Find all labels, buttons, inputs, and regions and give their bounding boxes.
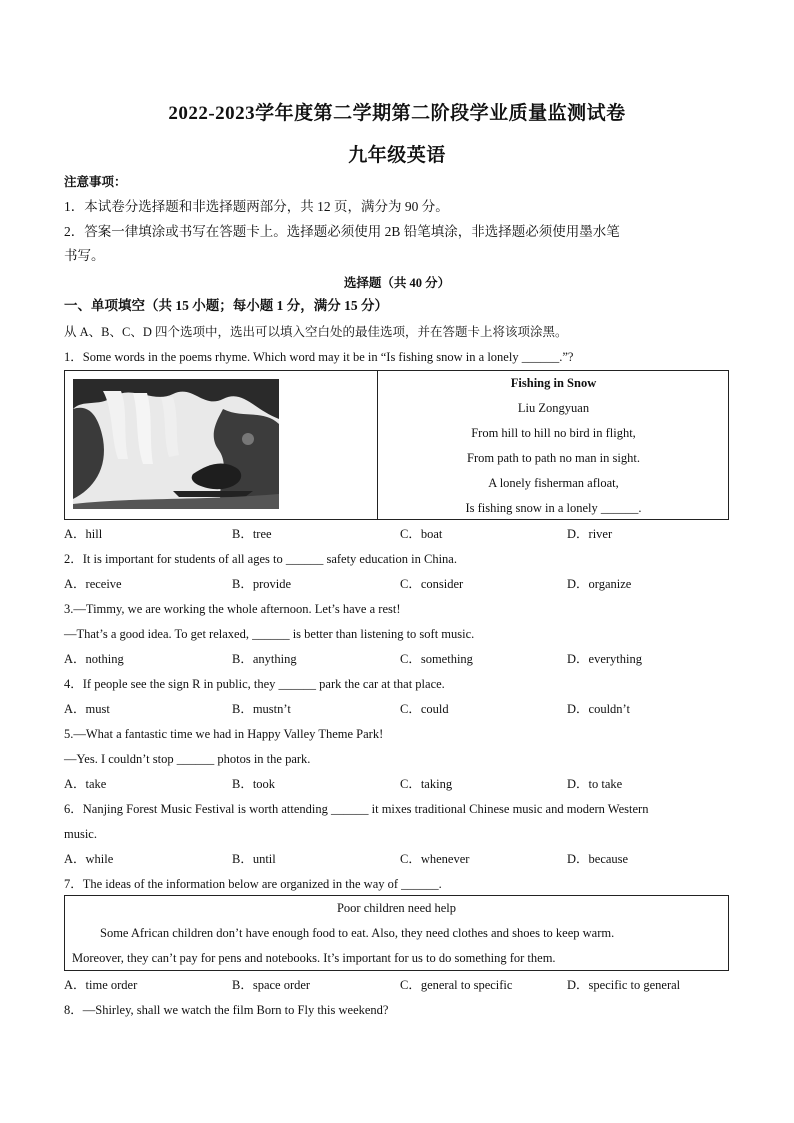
option-b[interactable]: B．until — [232, 852, 276, 866]
info-box-line: Moreover, they can’t pay for pens and notebooks. It’s important for us to do something for them. — [72, 951, 556, 965]
notes-item: 1．本试卷分选择题和非选择题两部分，共 12 页，满分为 90 分。 — [64, 199, 449, 214]
option-d[interactable]: D．specific to general — [567, 978, 681, 992]
poem-line: Is fishing snow in a lonely ______. — [465, 501, 642, 515]
part-instruction: 从 A、B、C、D 四个选项中，选出可以填入空白处的最佳选项，并在答题卡上将该项涂黑。 — [64, 325, 568, 339]
question-stem-5: 5.—What a fantastic time we had in Happy Valley Theme Park! — [64, 727, 384, 741]
section-title: 选择题（共 40 分） — [343, 276, 451, 290]
notes-item: 书写。 — [64, 248, 105, 263]
info-box — [64, 895, 729, 971]
info-box-line: Some African children don’t have enough food to eat. Also, they need clothes and shoes to keep warm. — [100, 926, 615, 940]
poem-table — [64, 370, 729, 520]
option-c[interactable]: C．boat — [400, 527, 443, 541]
option-b[interactable]: B．tree — [232, 527, 272, 541]
option-a[interactable]: A．must — [64, 702, 110, 716]
option-b[interactable]: B．space order — [232, 978, 311, 992]
question-stem-8: 8．—Shirley, shall we watch the film Born to Fly this weekend? — [64, 1003, 389, 1017]
question-stem-6-line2: music. — [64, 827, 97, 841]
question-stem-7: 7．The ideas of the information below are organized in the way of ______. — [64, 877, 442, 891]
info-box-title: Poor children need help — [336, 901, 457, 915]
exam-title: 2022-2023学年度第二学期第二阶段学业质量监测试卷 — [168, 103, 626, 124]
option-d[interactable]: D．river — [567, 527, 613, 541]
option-d[interactable]: D．couldn’t — [567, 702, 630, 716]
option-d[interactable]: D．because — [567, 852, 629, 866]
option-b[interactable]: B．took — [232, 777, 276, 791]
option-b[interactable]: B．mustn’t — [232, 702, 291, 716]
option-a[interactable]: A．nothing — [64, 652, 124, 666]
question-stem-2: 2．It is important for students of all ages to ______ safety education in China. — [64, 552, 457, 566]
question-stem-1: 1．Some words in the poems rhyme. Which word may it be in “Is fishing snow in a lonely ______.”? — [64, 350, 574, 364]
part-title: 一、单项填空（共 15 小题；每小题 1 分，满分 15 分） — [64, 298, 388, 313]
poem-line: From path to path no man in sight. — [467, 451, 640, 465]
option-d[interactable]: D．organize — [567, 577, 632, 591]
exam-subtitle: 九年级英语 — [348, 145, 446, 166]
question-stem-6: 6．Nanjing Forest Music Festival is worth attending ______ it mixes traditional Chinese music and modern Western — [64, 802, 649, 816]
notes-heading: 注意事项： — [64, 175, 127, 189]
option-d[interactable]: D．everything — [567, 652, 642, 666]
option-a[interactable]: A．while — [64, 852, 114, 866]
poem-line: A lonely fisherman afloat, — [488, 476, 619, 490]
question-stem-3: 3.—Timmy, we are working the whole afternoon. Let’s have a rest! — [64, 602, 401, 616]
poem-line: From hill to hill no bird in flight, — [471, 426, 636, 440]
option-c[interactable]: C．could — [400, 702, 449, 716]
option-b[interactable]: B．anything — [232, 652, 297, 666]
question-stem-3-line2: —That’s a good idea. To get relaxed, ______ is better than listening to soft music. — [64, 627, 475, 641]
poem-author: Liu Zongyuan — [517, 401, 590, 415]
option-c[interactable]: C．general to specific — [400, 978, 513, 992]
question-stem-5-line2: —Yes. I couldn’t stop ______ photos in the park. — [64, 752, 311, 766]
ink-painting-image — [73, 379, 279, 509]
option-c[interactable]: C．whenever — [400, 852, 470, 866]
poem-table-divider — [377, 371, 378, 519]
option-c[interactable]: C．taking — [400, 777, 453, 791]
option-c[interactable]: C．consider — [400, 577, 464, 591]
option-a[interactable]: A．take — [64, 777, 107, 791]
poem-title: Fishing in Snow — [510, 376, 597, 390]
option-a[interactable]: A．receive — [64, 577, 122, 591]
option-d[interactable]: D．to take — [567, 777, 623, 791]
option-b[interactable]: B．provide — [232, 577, 292, 591]
notes-item: 2．答案一律填涂或书写在答题卡上。选择题必须使用 2B 铅笔填涂，非选择题必须使用墨水笔 — [64, 224, 620, 239]
option-a[interactable]: A．time order — [64, 978, 138, 992]
question-stem-4: 4．If people see the sign R in public, they ______ park the car at that place. — [64, 677, 445, 691]
option-c[interactable]: C．something — [400, 652, 473, 666]
ink-painting-svg — [73, 379, 279, 509]
option-a[interactable]: A．hill — [64, 527, 103, 541]
